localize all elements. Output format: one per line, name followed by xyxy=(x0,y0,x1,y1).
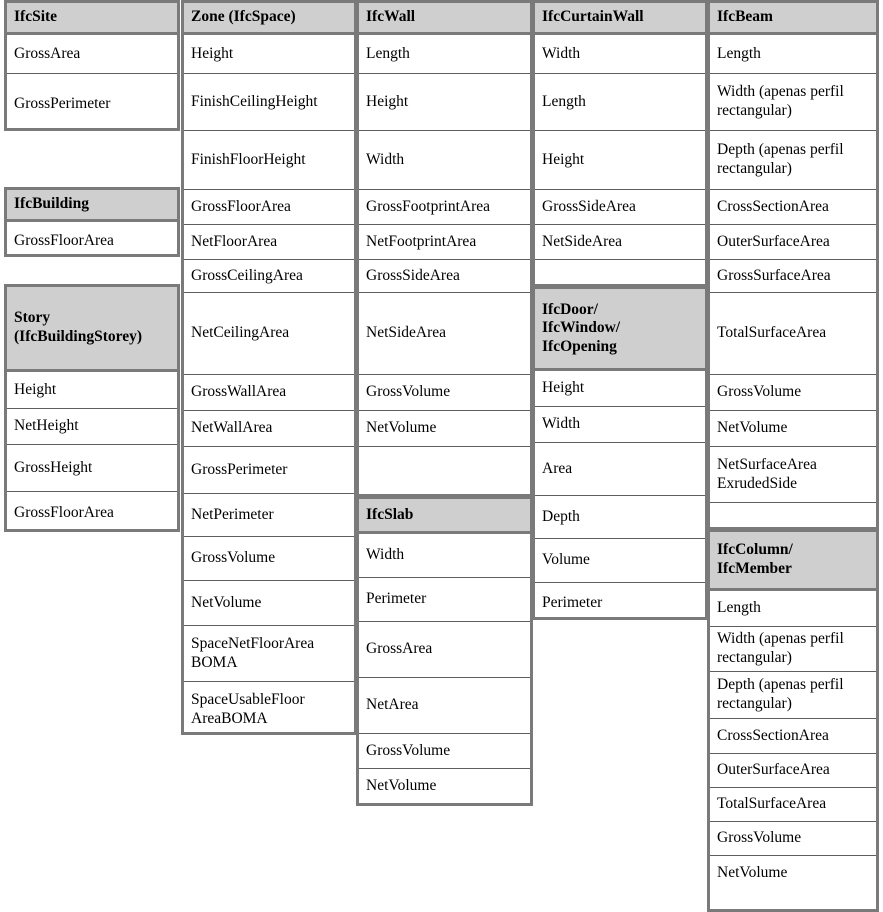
cell-text xyxy=(191,691,305,728)
cell-text: Width xyxy=(542,415,581,433)
cell-text-line: IfcOpening xyxy=(542,337,617,355)
table-cell xyxy=(535,35,705,74)
table-cell xyxy=(535,74,705,131)
table-header-cell xyxy=(359,499,530,534)
table-cell xyxy=(535,225,705,260)
cell-text: NetHeight xyxy=(14,417,79,435)
table-cell xyxy=(710,35,876,74)
table-cell xyxy=(359,375,530,411)
cell-text-line: (IfcBuildingStorey) xyxy=(14,328,143,345)
table-cell xyxy=(359,534,530,578)
table-header-cell xyxy=(7,190,177,222)
cell-text-line: IfcMember xyxy=(717,560,792,577)
table-cell xyxy=(710,260,876,293)
cell-text: Perimeter xyxy=(542,593,603,611)
table-cell xyxy=(7,492,177,535)
cell-text: GrossVolume xyxy=(717,383,802,401)
cell-text: GrossVolume xyxy=(191,549,276,567)
table-cell xyxy=(359,131,530,190)
cell-text: IfcBeam xyxy=(717,8,773,26)
table-cell xyxy=(359,769,530,804)
cell-text-line: Depth (apenas perfil xyxy=(717,676,844,694)
cell-text: Depth xyxy=(542,507,580,525)
table-cell xyxy=(7,445,177,492)
cell-text xyxy=(717,83,844,120)
cell-text: NetFootprintArea xyxy=(366,232,477,250)
table-cell xyxy=(710,672,876,719)
block-ifccurtainwall xyxy=(532,0,708,287)
cell-text: NetPerimeter xyxy=(191,505,274,523)
cell-text: GrossVolume xyxy=(717,829,802,847)
cell-text: NetVolume xyxy=(366,777,437,795)
cell-text: IfcWall xyxy=(366,8,416,26)
table-cell xyxy=(184,260,354,293)
table-cell xyxy=(184,131,354,190)
table-cell xyxy=(710,591,876,627)
cell-text-line: IfcColumn/ xyxy=(717,541,793,559)
cell-text-line: rectangular) xyxy=(717,649,792,666)
table-cell xyxy=(710,375,876,411)
cell-text: GrossFootprintArea xyxy=(366,197,490,215)
cell-text: GrossSideArea xyxy=(366,266,460,284)
cell-text-line: AreaBOMA xyxy=(191,710,268,727)
cell-text: Length xyxy=(366,44,410,62)
cell-text: OuterSurfaceArea xyxy=(717,232,830,250)
cell-text: GrossFloorArea xyxy=(191,197,291,215)
table-cell xyxy=(359,411,530,447)
table-cell xyxy=(359,447,530,500)
table-cell xyxy=(184,411,354,447)
table-cell xyxy=(710,190,876,225)
table-cell xyxy=(184,494,354,537)
table-cell xyxy=(359,578,530,622)
cell-text: OuterSurfaceArea xyxy=(717,761,830,779)
table-cell xyxy=(7,409,177,445)
cell-text: Width xyxy=(542,44,581,62)
cell-text-line: BOMA xyxy=(191,653,238,671)
table-cell xyxy=(710,74,876,131)
cell-text-line: IfcDoor/ xyxy=(542,300,598,318)
cell-text-line: NetSurfaceArea xyxy=(717,455,817,473)
table-cell xyxy=(184,581,354,626)
cell-text: TotalSurfaceArea xyxy=(717,324,827,342)
table-cell xyxy=(359,260,530,293)
cell-text: Volume xyxy=(542,551,590,569)
cell-text-line: Width (apenas perfil xyxy=(717,630,844,648)
cell-text: GrossVolume xyxy=(366,383,451,401)
cell-text: GrossArea xyxy=(366,640,433,658)
table-cell xyxy=(359,35,530,74)
cell-text-line: Depth (apenas perfil xyxy=(717,141,844,159)
cell-text: NetCeilingArea xyxy=(191,324,290,342)
table-cell xyxy=(535,407,705,443)
column-zone xyxy=(181,0,357,912)
cell-text: FinishCeilingHeight xyxy=(191,92,318,110)
table-cell xyxy=(535,371,705,407)
cell-text-line: rectangular) xyxy=(717,695,792,712)
cell-text: IfcSlab xyxy=(366,505,414,523)
table-cell xyxy=(7,35,177,74)
table-cell xyxy=(184,626,354,682)
cell-text-line: rectangular) xyxy=(717,160,792,177)
table-cell xyxy=(535,443,705,496)
cell-text xyxy=(717,630,844,667)
table-cell xyxy=(359,622,530,678)
column-beam-column xyxy=(707,0,879,912)
cell-text: Height xyxy=(14,380,57,398)
cell-text xyxy=(14,309,142,346)
cell-text: IfcBuilding xyxy=(14,195,89,213)
table-cell xyxy=(710,719,876,754)
table-header-cell xyxy=(7,287,177,372)
table-cell xyxy=(710,131,876,190)
table-cell xyxy=(359,678,530,734)
cell-text-line: rectangular) xyxy=(717,102,792,119)
cell-text: NetFloorArea xyxy=(191,232,278,250)
cell-text: GrossVolume xyxy=(366,741,451,759)
cell-text: GrossPerimeter xyxy=(191,460,288,478)
cell-text: NetVolume xyxy=(717,419,788,437)
table-cell xyxy=(710,856,876,890)
cell-text-line: Story xyxy=(14,309,51,327)
table-cell xyxy=(710,627,876,672)
cell-text xyxy=(717,456,817,493)
cell-text: TotalSurfaceArea xyxy=(717,795,827,813)
cell-text: GrossSurfaceArea xyxy=(717,266,831,284)
table-cell xyxy=(184,74,354,131)
cell-text: Length xyxy=(717,599,761,617)
block-ifcsite xyxy=(4,0,180,131)
cell-text-line: SpaceNetFloorArea xyxy=(191,634,315,652)
cell-text: GrossFloorArea xyxy=(14,231,114,249)
table-cell xyxy=(535,539,705,583)
table-cell xyxy=(710,754,876,788)
table-cell xyxy=(184,35,354,74)
cell-text xyxy=(717,541,793,578)
block-ifccolumn-member xyxy=(707,529,879,912)
table-cell xyxy=(535,131,705,190)
table-cell xyxy=(710,411,876,447)
table-cell xyxy=(184,375,354,411)
table-cell xyxy=(184,293,354,375)
block-ifcbuildingstorey xyxy=(4,284,180,532)
table-cell xyxy=(710,822,876,856)
cell-text xyxy=(542,301,620,357)
table-header-cell xyxy=(184,3,354,35)
table-cell xyxy=(535,190,705,225)
cell-text: Height xyxy=(191,44,234,62)
cell-text: Height xyxy=(366,92,409,110)
column-wall-slab xyxy=(356,0,533,912)
table-header-cell xyxy=(7,3,177,35)
cell-text: Area xyxy=(542,459,573,477)
cell-text: GrossArea xyxy=(14,44,81,62)
cell-text: NetSideArea xyxy=(542,232,623,250)
block-ifcslab xyxy=(356,496,533,806)
cell-text: Perimeter xyxy=(366,590,427,608)
block-ifcdoor-window-opening xyxy=(532,286,708,620)
column-curtainwall-door xyxy=(532,0,708,912)
cell-text: GrossWallArea xyxy=(191,383,287,401)
cell-text-line: SpaceUsableFloor xyxy=(191,691,305,709)
table-cell xyxy=(7,222,177,260)
table-cell xyxy=(710,225,876,260)
cell-text: FinishFloorHeight xyxy=(191,150,306,168)
column-site-building-story xyxy=(4,0,180,912)
table-cell xyxy=(359,225,530,260)
table-cell xyxy=(7,74,177,134)
table-cell xyxy=(710,293,876,375)
table-cell xyxy=(359,74,530,131)
cell-text: IfcSite xyxy=(14,8,58,26)
cell-text: GrossHeight xyxy=(14,458,93,476)
cell-text-line: ExrudedSide xyxy=(717,474,798,492)
cell-text: NetArea xyxy=(366,696,419,714)
table-header-cell xyxy=(535,289,705,371)
table-cell xyxy=(710,447,876,503)
cell-text: GrossCeilingArea xyxy=(191,266,303,284)
table-cell xyxy=(184,447,354,494)
table-header-cell xyxy=(359,3,530,35)
block-ifcbuilding xyxy=(4,187,180,257)
table-header-cell xyxy=(710,532,876,591)
table-cell xyxy=(184,682,354,738)
block-ifcwall xyxy=(356,0,533,497)
table-header-cell xyxy=(710,3,876,35)
cell-text: IfcCurtainWall xyxy=(542,8,644,26)
table-cell xyxy=(359,734,530,769)
table-cell xyxy=(184,225,354,260)
cell-text: NetWallArea xyxy=(191,419,273,437)
cell-text: Length xyxy=(717,44,761,62)
table-cell xyxy=(535,496,705,539)
cell-text: Width xyxy=(366,546,405,564)
cell-text: NetVolume xyxy=(717,863,788,881)
block-zone-ifcspace xyxy=(181,0,357,735)
cell-text: Height xyxy=(542,150,585,168)
cell-text xyxy=(191,635,314,672)
cell-text: Height xyxy=(542,379,585,397)
cell-text: CrossSectionArea xyxy=(717,197,829,215)
cell-text: Length xyxy=(542,92,586,110)
cell-text-line: Width (apenas perfil xyxy=(717,83,844,101)
block-ifcbeam xyxy=(707,0,879,530)
cell-text xyxy=(717,141,844,178)
table-cell xyxy=(7,372,177,409)
table-header-cell xyxy=(535,3,705,35)
table-cell xyxy=(184,537,354,581)
table-cell xyxy=(359,190,530,225)
cell-text: GrossPerimeter xyxy=(14,94,111,112)
cell-text: Zone (IfcSpace) xyxy=(191,8,296,26)
cell-text: GrossFloorArea xyxy=(14,504,114,522)
table-cell xyxy=(184,190,354,225)
table-cell xyxy=(359,293,530,375)
cell-text: NetVolume xyxy=(191,593,262,611)
cell-text: NetVolume xyxy=(366,419,437,437)
table-cell xyxy=(710,788,876,822)
cell-text-line: IfcWindow/ xyxy=(542,319,621,337)
cell-text: GrossSideArea xyxy=(542,197,636,215)
cell-text: CrossSectionArea xyxy=(717,726,829,744)
table-cell xyxy=(535,583,705,623)
cell-text: Width xyxy=(366,150,405,168)
cell-text: NetSideArea xyxy=(366,324,447,342)
cell-text xyxy=(717,676,844,713)
